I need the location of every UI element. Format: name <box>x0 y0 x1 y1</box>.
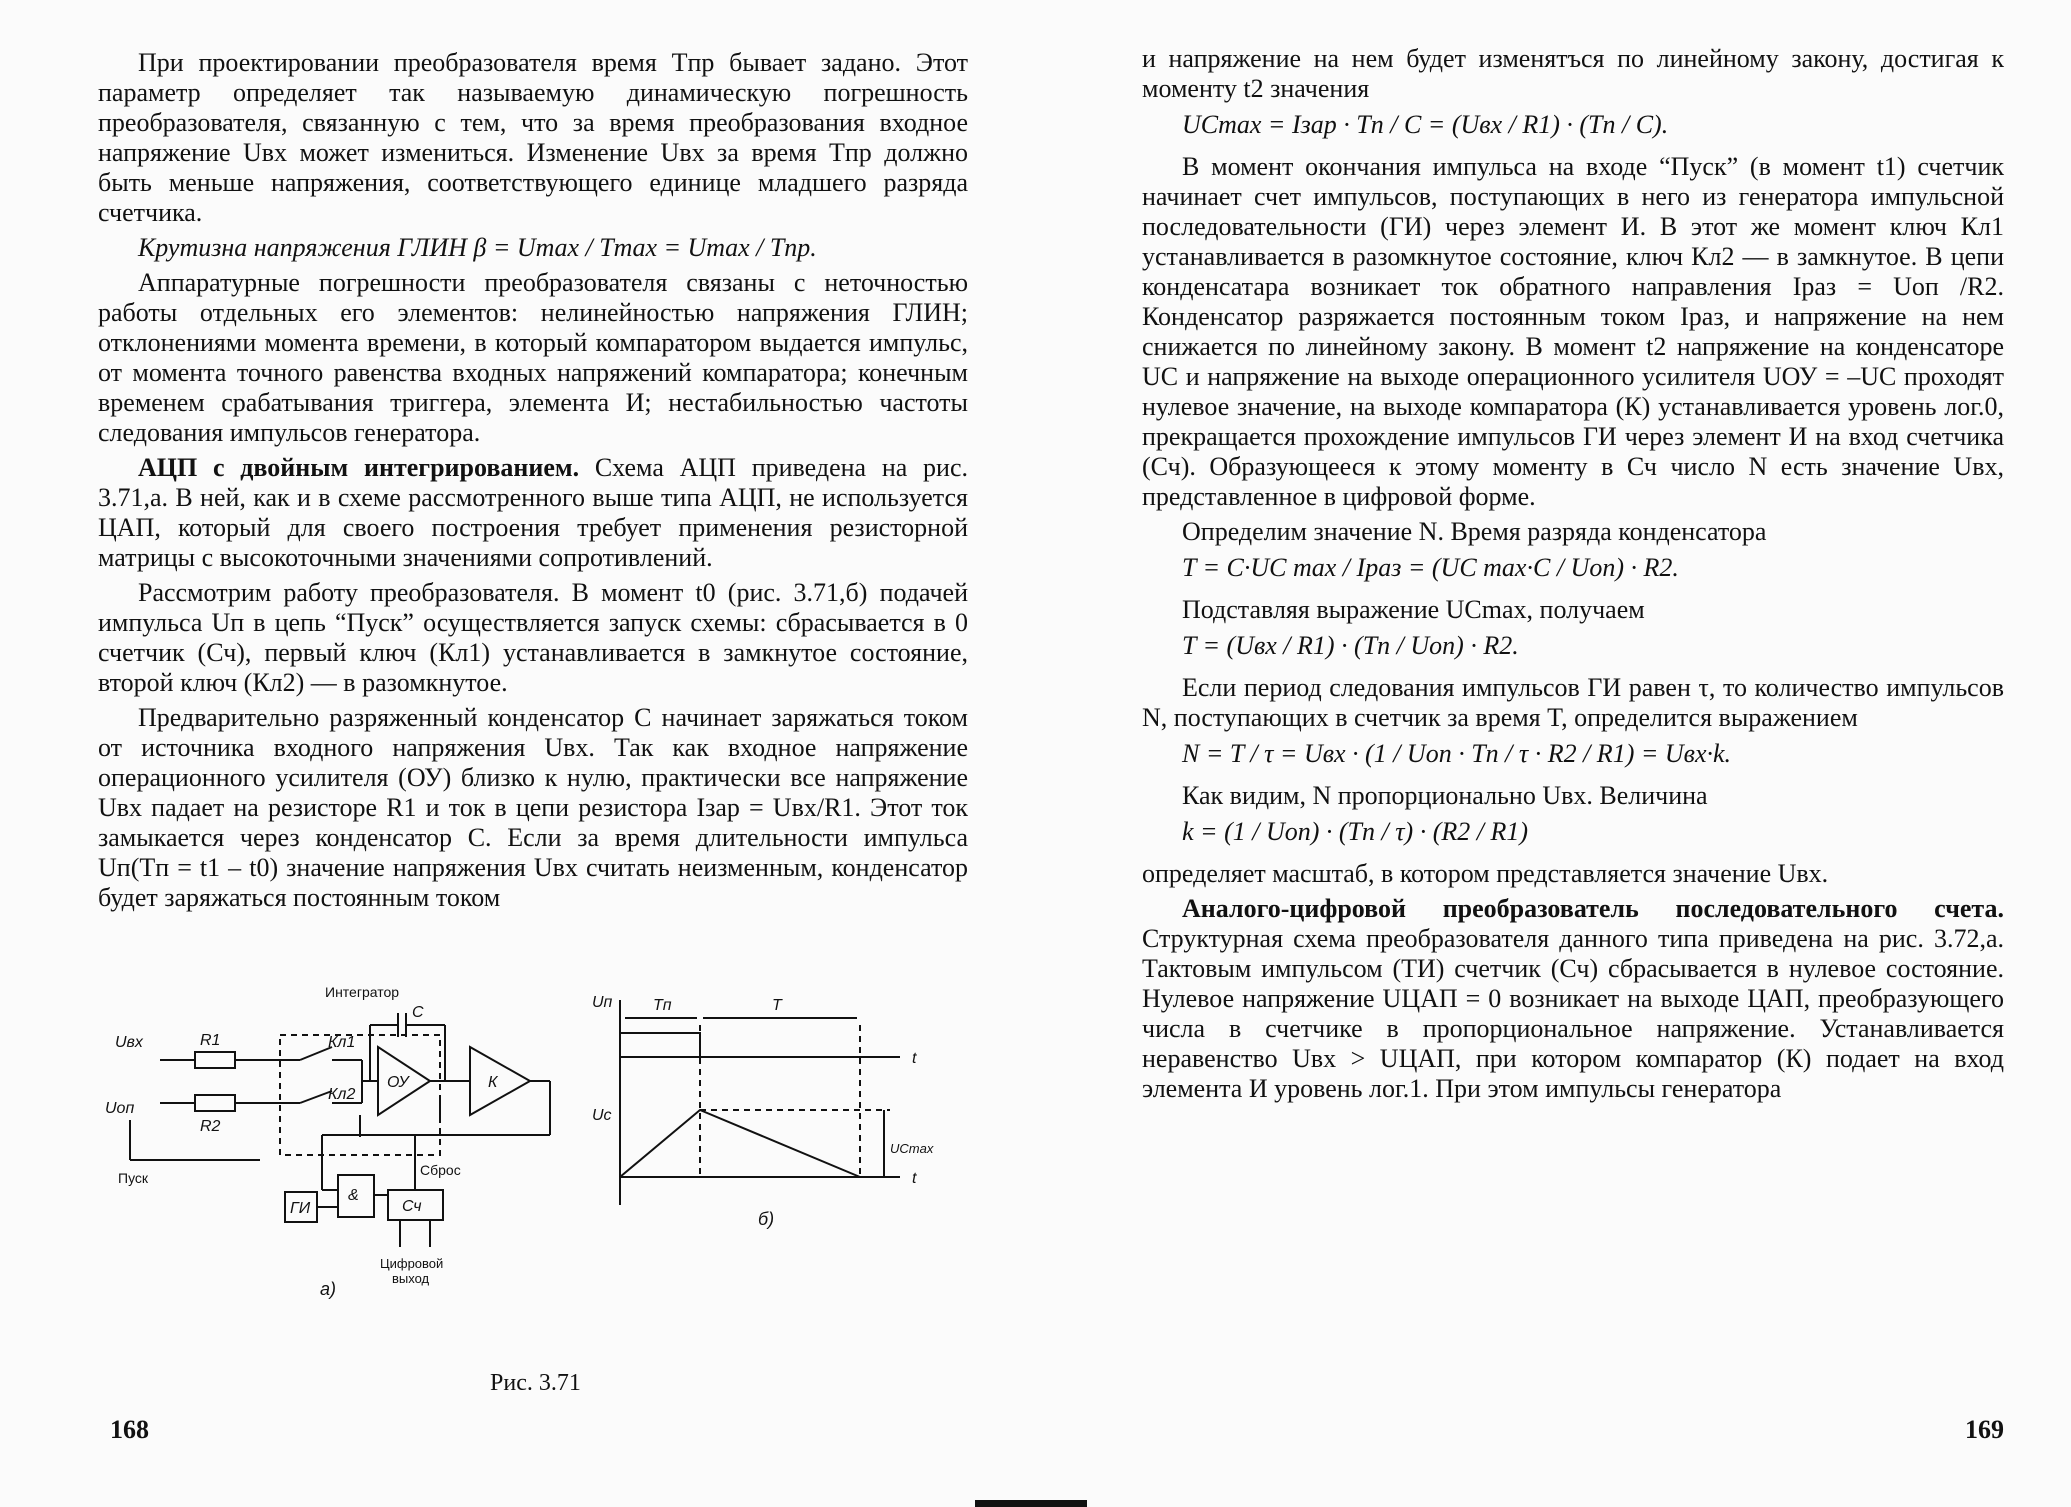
fig-t-axis-1: t <box>912 1050 917 1067</box>
fig-pusk: Пуск <box>118 1170 149 1186</box>
page-number-left: 168 <box>110 1415 149 1444</box>
paragraph <box>98 703 968 913</box>
figure-3-71 <box>100 985 1000 1330</box>
fig-digital-out-2: выход <box>392 1271 430 1286</box>
paragraph-text: Аппаратурные погрешности преобразователя связаны с неточностью работы отдельных его элементов: нелинейностью напряжения ГЛИН; отклонениями момента времени, в который компаратором выдается импульс, от момента точного равенства входных напряжений компаратора; конечным временем срабатывания триггера, элемента И; нестабильностью частоты следования импульсов генератора. <box>98 268 968 447</box>
fig-tp: Tп <box>653 997 672 1014</box>
paragraph-text: Предварительно разряженный конденсатор С начинает заряжаться током от источника входного напряжения Uвх. Так как входное напряжение операционного усилителя (ОУ) близко к нулю, практически все напряжение Uвх падает на резисторе R1 и ток в цепи резистора Iзар = Uвх/R1. Этот ток замыкается через конденсатор С. Если за время длительности импульса Uп(Tп = t1 – t0) значение напряжения Uвх считать неизменным, конденсатор будет заряжаться постоянным током <box>98 703 968 912</box>
paragraph-heading: АЦП с двойным интегрированием. <box>138 453 580 482</box>
paragraph-heading: Аналого-цифровой преобразователь последовательного счета. <box>1182 894 2004 923</box>
right-page <box>1030 0 2071 1507</box>
fig-kl2: Кл2 <box>328 1086 356 1103</box>
formula: N = T / τ = Uвх · (1 / Uоп · Tп / τ · R2 / R1) = Uвх·k. <box>1182 739 1732 768</box>
fig-axis-un: Uп <box>592 994 613 1011</box>
formula: k = (1 / Uоп) · (Tп / τ) · (R2 / R1) <box>1182 817 1529 846</box>
paragraph <box>1142 44 2004 104</box>
formula: UCmax = Iзар · Tп / C = (Uвх / R1) · (Tп / C). <box>1182 110 1669 139</box>
fig-r1: R1 <box>200 1032 221 1049</box>
paragraph <box>98 48 968 228</box>
fig-axis-uc: Uс <box>592 1107 612 1124</box>
paragraph-text: и напряжение на нем будет изменятъся по линейному закону, достигая к моменту t2 значения <box>1142 44 2004 103</box>
figure-caption: Рис. 3.71 <box>490 1370 581 1396</box>
paragraph-text: При проектировании преобразователя время Tпр бывает задано. Этот параметр определяет так называемую динамическую погрешность преобразователя, связанную с тем, что за время преобразования входное напряжение Uвх может измениться. Изменение Uвх за время Tпр должно быть меньше напряжения, соответствующего единице младшего разряда счетчика. <box>98 48 968 227</box>
fig-t-axis-2: t <box>912 1170 917 1187</box>
fig-u-op: Uоп <box>105 1100 135 1117</box>
paragraph-text: Подставляя выражение UCmax, получаем <box>1182 595 1645 624</box>
fig-k: К <box>488 1074 498 1091</box>
fig-sch: Сч <box>402 1198 422 1215</box>
paragraph <box>98 453 968 573</box>
fig-kl1: Кл1 <box>328 1034 356 1051</box>
paragraph <box>1142 673 2004 733</box>
paragraph-text: Схема АЦП приведена на рис. 3.71,а. В ней, как и в схеме рассмотренного выше типа АЦП, не используется ЦАП, который для своего построения требует применения резисторной матрицы с высокоточными значениями сопротивлений. <box>98 453 968 572</box>
fig-digital-out-1: Цифровой <box>380 1256 444 1271</box>
formula: T = (Uвх / R1) · (Tп / Uоп) · R2. <box>1182 631 1519 660</box>
fig-and: & <box>348 1187 359 1204</box>
bottom-edge-mark <box>975 1500 1087 1507</box>
fig-label-b: б) <box>758 1209 775 1229</box>
paragraph <box>1142 517 2004 547</box>
fig-sbros: Сброс <box>420 1162 461 1178</box>
fig-u-in: Uвх <box>115 1034 143 1051</box>
page-number-right: 169 <box>1965 1415 2004 1444</box>
fig-label-a: а) <box>320 1279 337 1299</box>
paragraph-text: Рассмотрим работу преобразователя. В момент t0 (рис. 3.71,б) подачей импульса Uп в цепь “Пуск” осуществляется запуск схемы: сбрасывается в 0 счетчик (Сч), первый ключ (Кл1) устанавливается в замкнутое состояние, второй ключ (Кл2) — в разомкнутое. <box>98 578 968 697</box>
paragraph-text: Крутизна напряжения ГЛИН β = Umax / Tmax = Umax / Tпр. <box>138 233 817 262</box>
fig-r2: R2 <box>200 1118 221 1135</box>
paragraph-text: В момент окончания импульса на входе “Пуск” (в момент t1) счетчик начинает счет импульсов, поступающих в него из генератора импульсной последовательности (ГИ) через элемент И. В этот же момент ключ Кл1 устанавливается в разомкнутое состояние, ключ Кл2 — в замкнутое. В цепи конденсатара возникает ток обратного направления Iраз = Uоп /R2. Конденсатор разряжается постоянным током Iраз, и напряжение на нем снижается по линейному закону. В момент t2 напряжение на конденсаторе UC и напряжение на выходе операционного усилителя UОУ = –UC проходят нулевое значение, на выходе компаратора (К) устанавливается уровень лог.0, прекращается прохождение импульсов ГИ через элемент И на вход счетчика (Сч). Образующееся к этому моменту в Сч число N есть значение Uвх, представленное в цифровой форме. <box>1142 152 2004 511</box>
left-page <box>0 0 1030 1507</box>
fig-t-big: T <box>772 997 782 1014</box>
paragraph <box>1142 894 2004 1104</box>
fig-integrator-label: Интегратор <box>325 985 400 1000</box>
paragraph-text: определяет масштаб, в котором представляется значение Uвх. <box>1142 859 1829 888</box>
paragraph <box>1142 595 2004 625</box>
paragraph-text: Как видим, N пропорционально Uвх. Величина <box>1182 781 1708 810</box>
fig-ucmax: UCmax <box>890 1141 934 1156</box>
paragraph <box>1142 859 2004 889</box>
paragraph <box>98 578 968 698</box>
fig-c: C <box>412 1004 424 1021</box>
paragraph <box>98 268 968 448</box>
paragraph <box>1142 152 2004 512</box>
right-text-column <box>1142 44 2004 1109</box>
paragraph <box>1142 781 2004 811</box>
paragraph-text: Структурная схема преобразователя данного типа приведена на рис. 3.72,а. Тактовым импульсом (ТИ) счетчик (Сч) сбрасывается в нулевое состояние. Нулевое напряжение UЦАП = 0 возникает на выходе ЦАП, преобразующего числа в счетчике в пропорциональное напряжение. Устанавливается неравенство Uвх > UЦАП, при котором компаратор (К) подает на вход элемента И уровень лог.1. При этом импульсы генератора <box>1142 924 2004 1103</box>
formula: T = C·UC max / Iраз = (UC max·C / Uоп) · R2. <box>1182 553 1679 582</box>
fig-ou: ОУ <box>387 1074 409 1091</box>
fig-gi: ГИ <box>290 1200 311 1217</box>
paragraph <box>98 233 968 263</box>
left-text-column <box>98 48 968 918</box>
paragraph-text: Определим значение N. Время разряда конденсатора <box>1182 517 1767 546</box>
paragraph-text: Если период следования импульсов ГИ равен τ, то количество импульсов N, поступающих в счетчик за время T, определится выражением <box>1142 673 2004 732</box>
